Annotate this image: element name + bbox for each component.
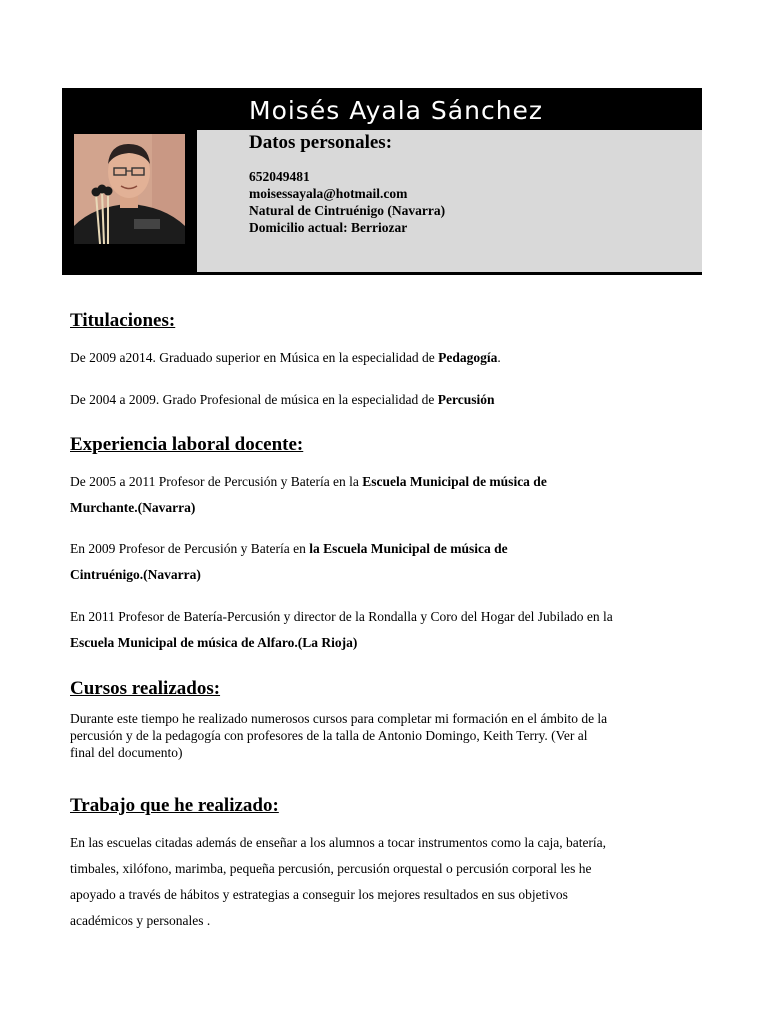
personal-data-list [249, 168, 445, 236]
personal-data-panel [197, 130, 702, 272]
cursos-paragraph: Durante este tiempo he realizado numerosos cursos para completar mi formación en el ámbito de la percusión y de la pedagogía con profesores de la talla de Antonio Domingo, Keith Terry. (Ver al final del documento) [70, 711, 608, 760]
header-bar [62, 88, 702, 130]
person-name: Moisés Ayala Sánchez [249, 96, 544, 125]
experiencia-item-1: De 2005 a 2011 Profesor de Percusión y Batería en la Escuela Municipal de música de Murchante.(Navarra) [70, 474, 547, 515]
experiencia-item-2: En 2009 Profesor de Percusión y Batería en la Escuela Municipal de música de Cintruénigo.(Navarra) [70, 541, 508, 582]
trabajo-heading: Trabajo que he realizado: [70, 795, 279, 816]
current-residence: Domicilio actual: Berriozar [249, 220, 408, 235]
experiencia-heading: Experiencia laboral docente: [70, 434, 304, 455]
birthplace: Natural de Cintruénigo (Navarra) [249, 203, 446, 218]
cursos-heading: Cursos realizados: [70, 678, 221, 699]
titulacion-item-2: De 2004 a 2009. Grado Profesional de música en la especialidad de Percusión [70, 392, 495, 407]
personal-data-heading: Datos personales: [249, 132, 393, 153]
trabajo-paragraph: En las escuelas citadas además de enseñar a los alumnos a tocar instrumentos como la caja, batería, timbales, xilófono, marimba, pequeña percusión, percusión orquestal o percusión corporal les he apoyado a través de hábitos y estrategias a conseguir los mejores resultados en sus objetivos académicos y personales . [70, 835, 607, 928]
profile-photo [74, 134, 185, 244]
cv-header [62, 88, 702, 274]
titulacion-item-1: De 2009 a2014. Graduado superior en Música en la especialidad de Pedagogía. [70, 350, 501, 365]
phone-number: 652049481 [249, 169, 310, 184]
titulaciones-heading: Titulaciones: [70, 310, 176, 331]
photo-panel [62, 130, 197, 272]
email-address: moisessayala@hotmail.com [249, 186, 408, 201]
experiencia-item-3: En 2011 Profesor de Batería-Percusión y director de la Rondalla y Coro del Hogar del Jubilado en la Escuela Municipal de música de Alfaro.(La Rioja) [70, 609, 613, 650]
header-bottom-rule [62, 272, 702, 275]
